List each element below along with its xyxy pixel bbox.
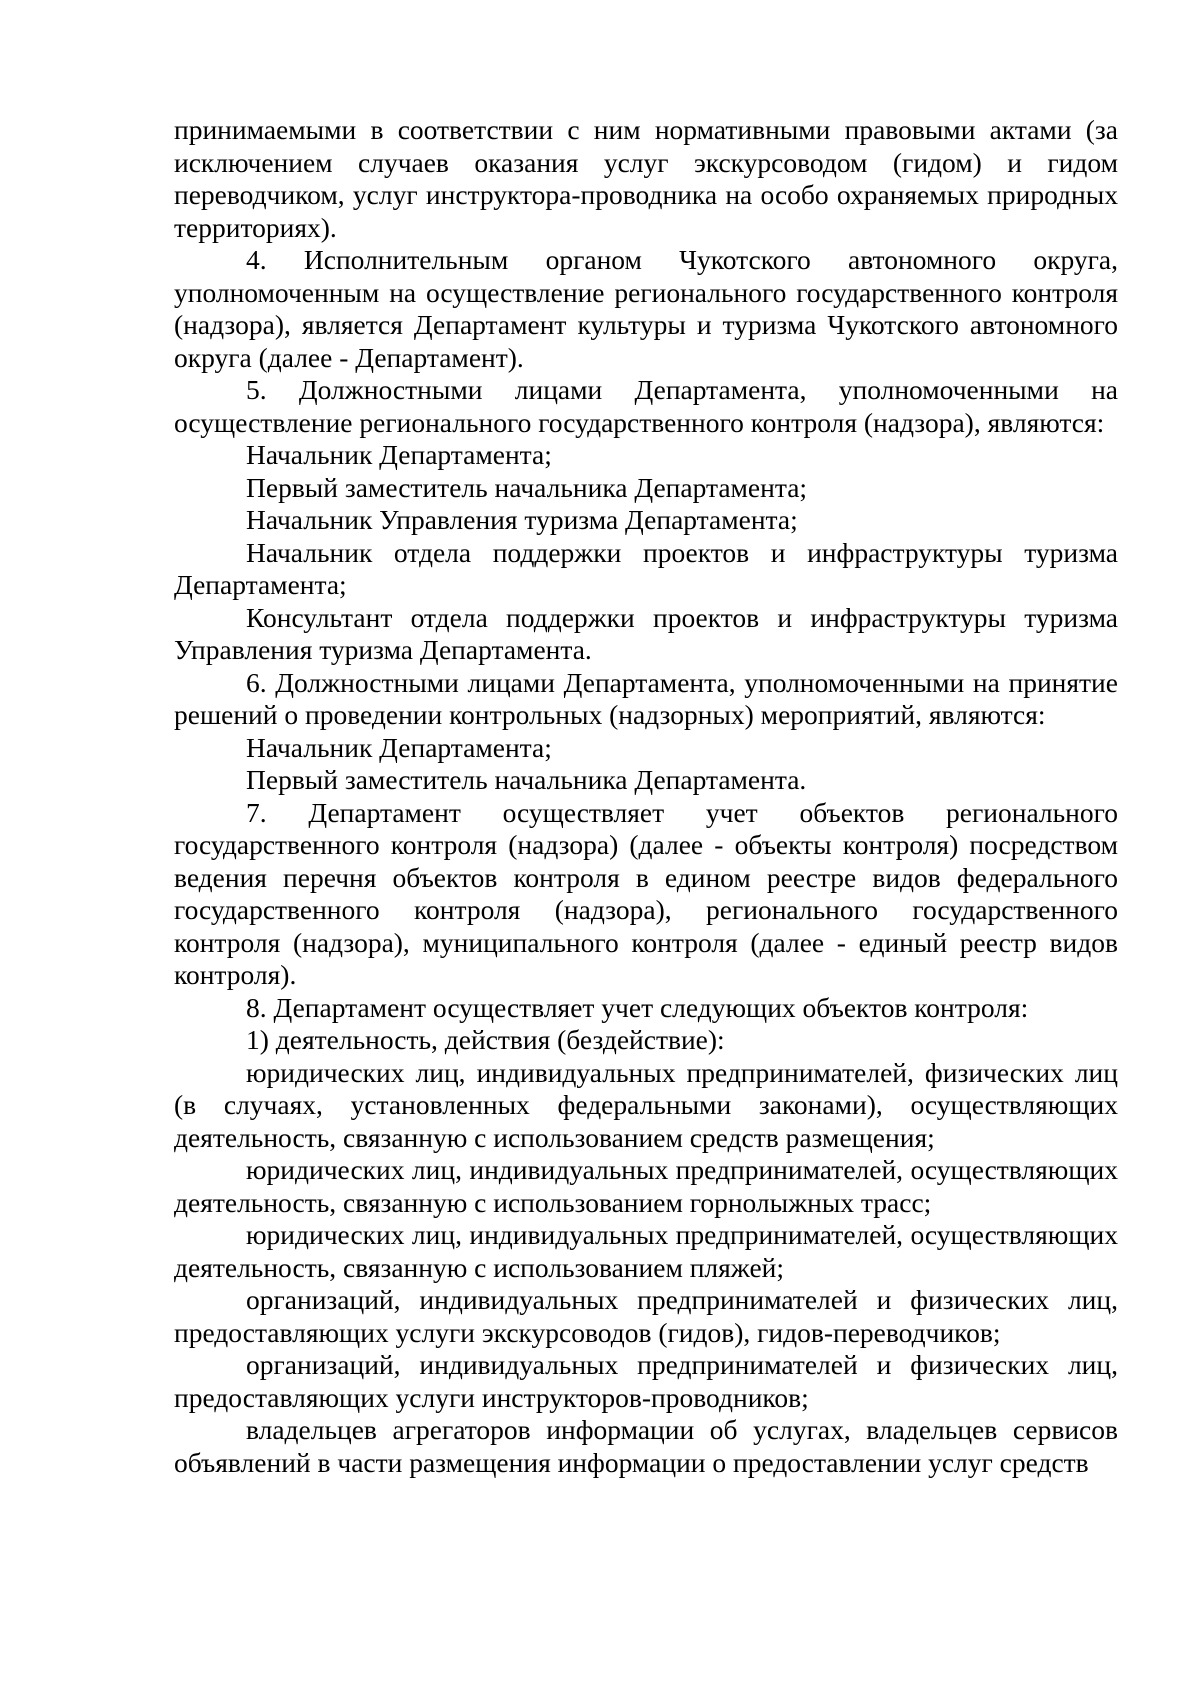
paragraph-item-6-official-head: Начальник Департамента; — [246, 731, 552, 763]
paragraph-item-5-official-head: Начальник Департамента; — [246, 439, 552, 470]
paragraph-item-8-accommodation: юридических лиц, индивидуальных предпринимателей, физических лиц (в случаях, установленных федеральными законами), осуществляющих деятельность, связанную с использованием средств размещения; — [174, 1056, 1118, 1153]
paragraph-item-8-ski-tracks: юридических лиц, индивидуальных предпринимателей, осуществляющих деятельность, связанную с использованием горнолыжных трасс; — [174, 1154, 1118, 1218]
paragraph-item-6: 6. Должностными лицами Департамента, уполномоченными на принятие решений о проведении контрольных (надзорных) мероприятий, являются: — [174, 666, 1118, 730]
paragraph-item-8-beaches: юридических лиц, индивидуальных предпринимателей, осуществляющих деятельность, связанную с использованием пляжей; — [174, 1219, 1118, 1283]
paragraph-continuation: принимаемыми в соответствии с ним нормативными правовыми актами (за исключением случаев оказания услуг экскурсоводом (гидом) и гидом переводчиком, услуг инструктора-проводника на особо охраняемых природных территориях). — [174, 114, 1118, 243]
paragraph-item-5-official-consultant: Консультант отдела поддержки проектов и инфраструктуры туризма Управления туризма Департамента. — [174, 601, 1118, 665]
paragraph-item-5-official-first-deputy: Первый заместитель начальника Департамента; — [246, 471, 808, 503]
paragraph-item-5: 5. Должностными лицами Департамента, уполномоченными на осуществление регионального государственного контроля (надзора), являются: — [174, 374, 1118, 438]
paragraph-item-4: 4. Исполнительным органом Чукотского автономного округа, уполномоченным на осуществление регионального государственного контроля (надзора), является Департамент культуры и туризма Чукотского автономного округа (далее - Департамент). — [174, 244, 1118, 373]
paragraph-item-5-official-tourism-head: Начальник Управления туризма Департамента; — [246, 504, 798, 535]
paragraph-item-8: 8. Департамент осуществляет учет следующих объектов контроля: — [246, 991, 1029, 1023]
paragraph-item-8-instructors: организаций, индивидуальных предпринимателей и физических лиц, предоставляющих услуги инструкторов-проводников; — [174, 1349, 1118, 1413]
paragraph-item-5-official-department-head: Начальник отдела поддержки проектов и инфраструктуры туризма Департамента; — [174, 536, 1118, 600]
paragraph-item-8-guides: организаций, индивидуальных предпринимателей и физических лиц, предоставляющих услуги экскурсоводов (гидов), гидов-переводчиков; — [174, 1284, 1118, 1348]
paragraph-item-7: 7. Департамент осуществляет учет объектов регионального государственного контроля (надзора) (далее - объекты контроля) посредством ведения перечня объектов контроля в едином реестре видов федерального государственного контроля (надзора), регионального государственного контроля (надзора), муниципального контроля (далее - единый реестр видов контроля). — [174, 796, 1118, 990]
paragraph-item-8-aggregators: владельцев агрегаторов информации об услугах, владельцев сервисов объявлений в части размещения информации о предоставлении услуг средств — [174, 1414, 1118, 1478]
paragraph-item-8-subitem-1: 1) деятельность, действия (бездействие): — [246, 1024, 725, 1055]
document-page — [174, 114, 1118, 1479]
paragraph-item-6-official-first-deputy: Первый заместитель начальника Департамента. — [246, 764, 807, 795]
